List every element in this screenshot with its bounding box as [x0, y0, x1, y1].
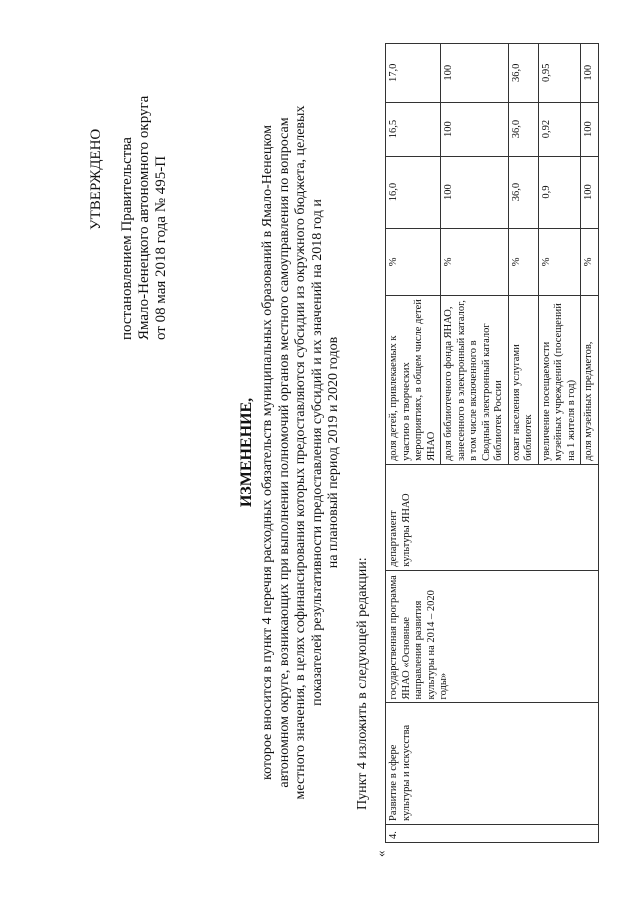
value-2020-cell: 100 [581, 44, 599, 103]
unit-cell: % [386, 228, 441, 296]
value-2019-cell: 0,92 [538, 102, 581, 156]
indicator-cell: охват населения услугами библиотек [508, 296, 538, 465]
approval-line: от 08 мая 2018 года № 495-П [153, 155, 169, 340]
indicator-cell: доля музейных предметов, [581, 296, 599, 465]
document-title: ИЗМЕНЕНИЕ, [238, 397, 255, 508]
sphere-cell: Развитие в сфере культуры и искусства [386, 703, 599, 825]
rotated-sheet [40, 40, 600, 865]
value-2018-cell: 16,0 [386, 156, 441, 228]
document-subtitle [260, 80, 343, 825]
unit-cell: % [538, 228, 581, 296]
value-2018-cell: 100 [441, 156, 509, 228]
indicator-cell: доля детей, привлекаемых к участию в творческих мероприятиях, в общем числе детей ЯНАО [386, 296, 441, 465]
value-2020-cell: 17,0 [386, 44, 441, 103]
value-2019-cell: 16,5 [386, 102, 441, 156]
obligations-table [385, 43, 599, 843]
subtitle-line: показателей результативности предоставления субсидий и их значений на 2018 год и [309, 199, 325, 706]
opening-quote: « [373, 850, 388, 857]
program-cell: государственная программа ЯНАО «Основные направления развития культуры на 2014 – 2020 годы» [386, 570, 599, 703]
subtitle-line: на плановый период 2019 и 2020 годов [326, 336, 341, 569]
approval-line: Ямало-Ненецкого автономного округа [136, 95, 152, 340]
approval-block [88, 40, 170, 340]
table-row [386, 44, 441, 843]
approval-heading: УТВЕРЖДЕНО [88, 128, 104, 230]
value-2020-cell: 36,0 [508, 44, 538, 103]
value-2019-cell: 100 [441, 102, 509, 156]
value-2020-cell: 100 [441, 44, 509, 103]
subtitle-line: которое вносится в пункт 4 перечня расходных обязательств муниципальных образований в Ямало-Ненецком [260, 125, 275, 780]
approval-line: постановлением Правительства [119, 137, 135, 340]
value-2018-cell: 0,9 [538, 156, 581, 228]
value-2018-cell: 36,0 [508, 156, 538, 228]
unit-cell: % [441, 228, 509, 296]
value-2019-cell: 100 [581, 102, 599, 156]
indicator-cell: увеличение посещаемости музейных учреждений (посещений на 1 жителя в год) [538, 296, 581, 465]
value-2018-cell: 100 [581, 156, 599, 228]
value-2020-cell: 0,95 [538, 44, 581, 103]
value-2019-cell: 36,0 [508, 102, 538, 156]
unit-cell: % [508, 228, 538, 296]
intro-text: Пункт 4 изложить в следующей редакции: [355, 557, 370, 810]
unit-cell: % [581, 228, 599, 296]
indicator-cell: доля библиотечного фонда ЯНАО, занесенного в электронный каталог, в том числе включенного в Сводный электронный каталог библиотек России [441, 296, 509, 465]
department-cell: департамент культуры ЯНАО [386, 464, 599, 570]
item-number: 4. [386, 825, 599, 843]
subtitle-line: автономном округе, возникающих при выполнении полномочий органов местного самоуправления по вопросам [276, 117, 292, 788]
subtitle-line: местного значения, в целях софинансирования которых предоставляются субсидии из окружного бюджета, целевых [293, 105, 308, 800]
